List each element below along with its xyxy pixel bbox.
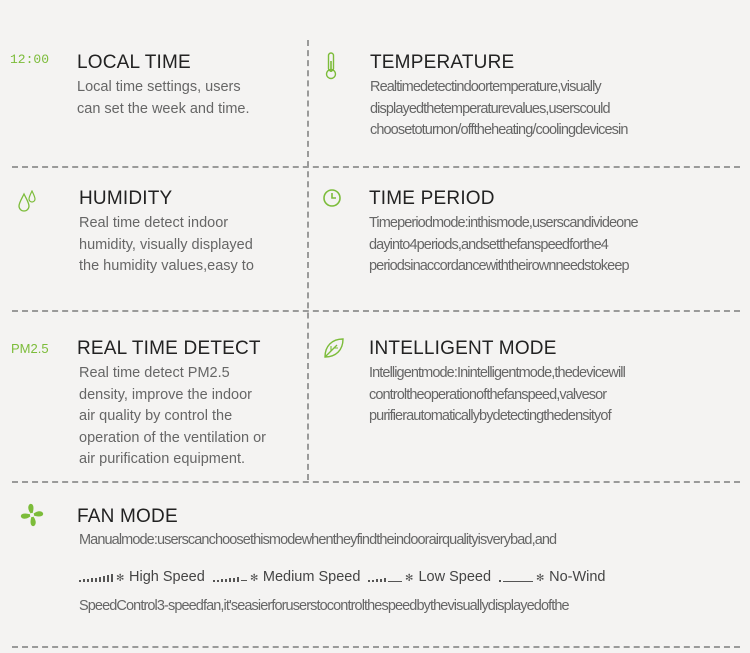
section-desc-local-time: [77, 77, 250, 120]
low-speed-icon: [368, 571, 414, 583]
high-speed-icon: [79, 571, 125, 583]
leaf-icon: [322, 336, 346, 365]
desc-line: Real time detect PM2.5: [79, 365, 230, 381]
fan-mode-line-2: SpeedControl3-speedfan,it'seasierforuserstocontrolthespeedbythevisuallydisplayedofthe: [79, 598, 569, 614]
section-title-temperature: TEMPERATURE: [370, 52, 515, 73]
fan-mode-line-1: Manualmode:userscanchoosethismodewhentheyfindtheindoorairqualityisverybad,and: [79, 532, 557, 548]
section-title-real-time-detect: REAL TIME DETECT: [77, 338, 261, 359]
section-desc-real-time-detect: [79, 363, 266, 471]
section-title-intelligent-mode: INTELLIGENT MODE: [369, 338, 557, 359]
section-title-local-time: LOCAL TIME: [77, 52, 191, 73]
section-desc-temperature: [370, 77, 628, 142]
desc-line: air purification equipment.: [79, 451, 246, 467]
desc-line: Timeperiodmode:inthismode,userscandivideone: [369, 215, 638, 231]
horizontal-divider-1: [12, 166, 740, 168]
section-desc-time-period: [369, 213, 638, 278]
svg-text:✻: ✻: [405, 573, 414, 584]
desc-line: can set the week and time.: [77, 100, 250, 117]
svg-text:✻: ✻: [116, 573, 125, 584]
desc-line: air quality by control the: [79, 408, 233, 424]
speed-label-medium: Medium Speed: [262, 569, 361, 585]
desc-line: displayedthetemperaturevalues,userscould: [370, 100, 610, 117]
speed-label-high: High Speed: [129, 569, 205, 585]
desc-line: density, improve the indoor: [79, 386, 253, 403]
desc-line: humidity, visually displayed: [79, 236, 253, 253]
no-wind-icon: [499, 571, 545, 583]
desc-line: controltheoperationofthefanspeed,valvesor: [369, 386, 607, 403]
speed-label-low: Low Speed: [418, 569, 492, 585]
desc-line: operation of the ventilation or: [79, 429, 267, 446]
desc-line: dayinto4periods,andsetthefanspeedforthe4: [369, 236, 608, 253]
desc-line: periodsinaccordancewiththeirownneedstokeep: [369, 258, 629, 274]
clock-digital-icon: 12:00: [10, 52, 50, 67]
desc-line: Intelligentmode:Inintelligentmode,thedevicewill: [369, 365, 625, 381]
horizontal-divider-3: [12, 481, 740, 483]
horizontal-divider-2: [12, 310, 740, 312]
thermometer-icon: [324, 52, 338, 85]
section-desc-intelligent-mode: [369, 363, 625, 428]
fan-speed-legend: [79, 569, 606, 585]
svg-text:✻: ✻: [536, 573, 545, 584]
desc-line: Real time detect indoor: [79, 215, 229, 231]
speed-label-no-wind: No-Wind: [549, 569, 606, 585]
desc-line: Local time settings, users: [77, 79, 241, 95]
vertical-divider: [307, 40, 309, 480]
section-title-time-period: TIME PERIOD: [369, 188, 495, 209]
desc-line: Realtimedetectindoortemperature,visually: [370, 79, 601, 95]
horizontal-divider-bottom: [12, 646, 740, 648]
fan-icon: [19, 502, 45, 533]
pm25-icon: PM2.5: [11, 341, 49, 356]
clock-icon: [322, 188, 342, 213]
section-desc-humidity: [79, 213, 254, 278]
desc-line: purifierautomaticallybydetectingthedensityof: [369, 408, 611, 424]
section-title-fan-mode: FAN MODE: [77, 506, 178, 527]
section-title-humidity: HUMIDITY: [79, 188, 173, 209]
svg-text:✻: ✻: [249, 573, 259, 584]
desc-line: choosetoturnon/offtheheating/coolingdevicesin: [370, 122, 628, 138]
water-drops-icon: [18, 190, 38, 219]
medium-speed-icon: [213, 571, 259, 583]
desc-line: the humidity values,easy to: [79, 258, 254, 274]
